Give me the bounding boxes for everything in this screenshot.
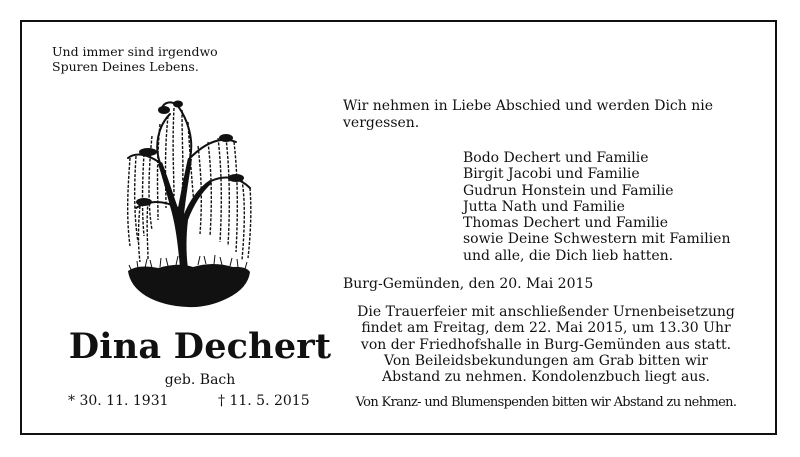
service-line: Von Beileidsbekundungen am Grab bitten wir (384, 352, 708, 369)
flowers-note: Von Kranz- und Blumenspenden bitten wir Abstand zu nehmen. (355, 395, 737, 410)
farewell-line: vergessen. (343, 115, 420, 131)
farewell-line: Wir nehmen in Liebe Abschied und werden Dich nie (343, 98, 714, 114)
family-member: Jutta Nath und Familie (463, 198, 625, 215)
service-line: Abstand zu nehmen. Kondolenzbuch liegt aus. (382, 369, 710, 386)
service-line: Die Trauerfeier mit anschließender Urnenbeisetzung (357, 304, 735, 320)
family-member: Gudrun Honstein und Familie (463, 182, 674, 199)
place-date: Burg-Gemünden, den 20. Mai 2015 (343, 276, 594, 292)
weeping-willow-icon (118, 96, 258, 318)
deceased-name: Dina Dechert (68, 326, 332, 367)
service-line: von der Friedhofshalle in Burg-Gemünden aus statt. (360, 336, 732, 353)
service-info (340, 304, 752, 385)
family-member: sowie Deine Schwestern mit Familien (463, 231, 731, 248)
service-line: findet am Freitag, dem 22. Mai 2015, um 13.30 Uhr (361, 320, 731, 337)
farewell-text (343, 98, 763, 132)
maiden-name: geb. Bach (164, 372, 236, 388)
death-date: † 11. 5. 2015 (218, 393, 310, 409)
family-member: Thomas Dechert und Familie (463, 215, 669, 232)
quote-line: Und immer sind irgendwo (52, 44, 218, 59)
quote-line: Spuren Deines Lebens. (52, 59, 199, 74)
memorial-quote (52, 44, 218, 74)
family-member: und alle, die Dich lieb hatten. (463, 247, 674, 264)
family-member: Birgit Jacobi und Familie (463, 166, 640, 183)
birth-date: * 30. 11. 1931 (68, 393, 169, 409)
family-member: Bodo Dechert und Familie (463, 150, 649, 166)
family-list (463, 150, 730, 264)
